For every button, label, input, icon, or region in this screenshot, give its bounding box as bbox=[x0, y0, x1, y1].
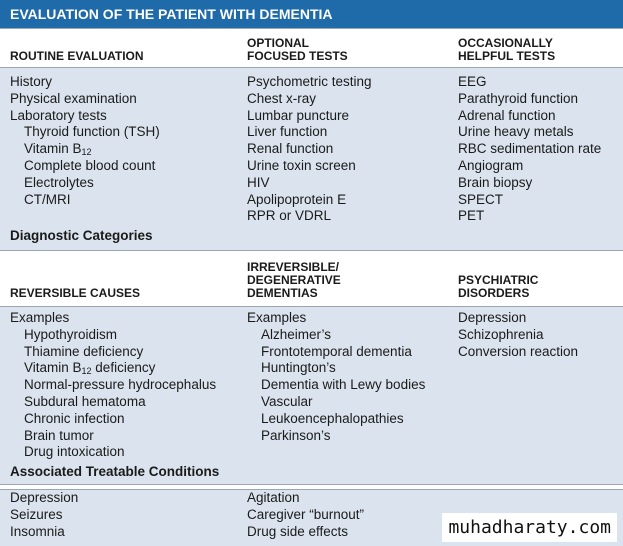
list-item: Brain biopsy bbox=[458, 174, 533, 190]
list-item: Electrolytes bbox=[24, 174, 94, 190]
list-item: CT/MRI bbox=[24, 191, 71, 207]
list-item: Thyroid function (TSH) bbox=[24, 124, 160, 140]
list-item: Normal-pressure hydrocephalus bbox=[24, 377, 217, 393]
list-item: Seizures bbox=[10, 506, 63, 522]
list-item: RPR or VDRL bbox=[247, 208, 332, 224]
list-item: Parkinson’s bbox=[261, 427, 331, 443]
associated-conditions-col1 bbox=[10, 490, 78, 540]
list-item: Urine toxin screen bbox=[247, 157, 356, 173]
list-item: Examples bbox=[10, 310, 70, 325]
header-band-tests bbox=[0, 28, 623, 68]
list-item: Conversion reaction bbox=[458, 343, 579, 359]
list-item: Angiogram bbox=[458, 157, 524, 173]
list-item: Physical examination bbox=[10, 90, 137, 106]
list-item: Frontotemporal dementia bbox=[261, 343, 412, 359]
psychiatric-disorders-list bbox=[458, 310, 578, 360]
list-item: Lumbar puncture bbox=[247, 107, 350, 123]
list-item: Examples bbox=[247, 310, 307, 325]
list-item: Vitamin $B_{12}$ bbox=[24, 141, 92, 158]
list-item: Drug intoxication bbox=[24, 444, 125, 460]
list-item: Chest x-ray bbox=[247, 90, 317, 106]
list-item: PET bbox=[458, 208, 485, 224]
list-item: Renal function bbox=[247, 141, 334, 157]
list-item: Vascular bbox=[261, 393, 313, 409]
list-item: Subdural hematoma bbox=[24, 393, 146, 409]
list-item: History bbox=[10, 74, 53, 89]
list-item: Brain tumor bbox=[24, 427, 94, 443]
list-item: Alzheimer’s bbox=[261, 326, 332, 342]
list-item: Hypothyroidism bbox=[24, 326, 118, 342]
header-band-categories bbox=[0, 250, 623, 307]
list-item: Leukoencephalopathies bbox=[261, 410, 404, 426]
header-irreversible-dementias: IRREVERSIBLE/ DEGENERATIVE DEMENTIAS bbox=[247, 260, 341, 300]
list-item: Adrenal function bbox=[458, 107, 556, 123]
list-item: Depression bbox=[458, 310, 527, 325]
diagnostic-categories-label: Diagnostic Categories bbox=[10, 228, 153, 243]
list-item: Drug side effects bbox=[247, 523, 349, 539]
list-item: Caregiver “burnout” bbox=[247, 506, 365, 522]
header-reversible-causes: REVERSIBLE CAUSES bbox=[10, 286, 141, 300]
list-item: Laboratory tests bbox=[10, 107, 107, 123]
header-occasional-tests: OCCASIONALLY HELPFUL TESTS bbox=[458, 36, 556, 63]
list-item: Agitation bbox=[247, 490, 300, 505]
list-item: Complete blood count bbox=[24, 157, 156, 173]
watermark: muhadharaty.com bbox=[442, 513, 617, 542]
list-item: Schizophrenia bbox=[458, 326, 544, 342]
list-item: HIV bbox=[247, 174, 270, 190]
header-routine-evaluation: ROUTINE EVALUATION bbox=[10, 49, 144, 63]
header-psychiatric-disorders: PSYCHIATRIC DISORDERS bbox=[458, 273, 539, 300]
list-item: Huntington’s bbox=[261, 360, 336, 376]
list-item: Urine heavy metals bbox=[458, 124, 574, 140]
irreversible-dementias-list bbox=[247, 310, 425, 444]
list-item: Psychometric testing bbox=[247, 74, 372, 89]
associated-conditions-col2 bbox=[247, 490, 364, 540]
list-item: Dementia with Lewy bodies bbox=[261, 377, 426, 393]
table-title: EVALUATION OF THE PATIENT WITH DEMENTIA bbox=[0, 0, 623, 28]
list-item: SPECT bbox=[458, 191, 504, 207]
list-item: EEG bbox=[458, 74, 487, 89]
optional-tests-list bbox=[247, 74, 372, 225]
list-item: Chronic infection bbox=[24, 410, 125, 426]
list-item: Parathyroid function bbox=[458, 90, 579, 106]
occasional-tests-list bbox=[458, 74, 601, 225]
header-optional-tests: OPTIONAL FOCUSED TESTS bbox=[247, 36, 348, 63]
list-item: Apolipoprotein E bbox=[247, 191, 347, 207]
list-item: Liver function bbox=[247, 124, 328, 140]
list-item: Insomnia bbox=[10, 523, 65, 539]
routine-evaluation-list bbox=[10, 74, 160, 208]
list-item: Thiamine deficiency bbox=[24, 343, 144, 359]
reversible-causes-list bbox=[10, 310, 216, 461]
associated-conditions-label: Associated Treatable Conditions bbox=[10, 464, 220, 479]
list-item: Vitamin $B_{12}$ deficiency bbox=[24, 360, 156, 377]
list-item: Depression bbox=[10, 490, 79, 505]
list-item: RBC sedimentation rate bbox=[458, 141, 602, 157]
